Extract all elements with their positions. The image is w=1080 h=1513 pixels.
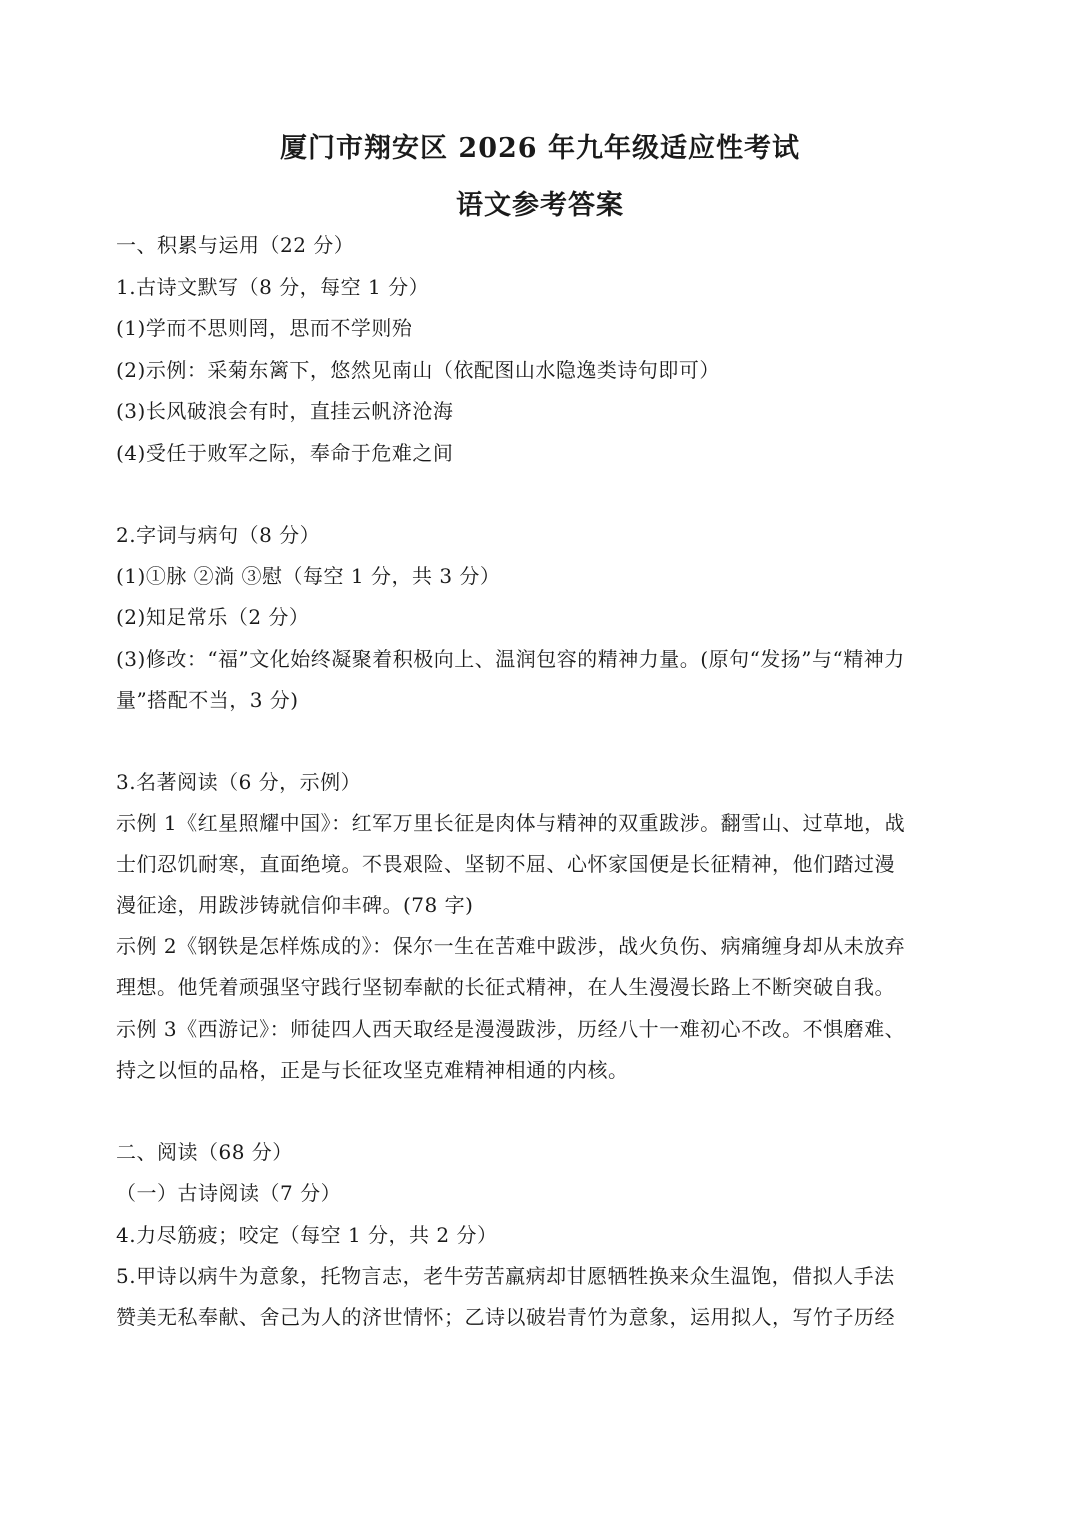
answer-line: 理想。他凭着顽强坚守践行坚韧奉献的长征式精神，在人生漫漫长路上不断突破自我。 <box>116 975 895 999</box>
question-heading: 2.字词与病句（8 分） <box>116 523 321 547</box>
question-heading: 1.古诗文默写（8 分，每空 1 分） <box>116 275 430 299</box>
answer-line: 量”搭配不当，3 分) <box>116 688 299 712</box>
answer-line: 持之以恒的品格，正是与长征攻坚克难精神相通的内核。 <box>116 1058 629 1082</box>
answer-line: (1)学而不思则罔，思而不学则殆 <box>116 316 413 340</box>
answer-line: (3)长风破浪会有时，直挂云帆济沧海 <box>116 399 454 423</box>
answer-line: 示例 3《西游记》：师徒四人西天取经是漫漫跋涉，历经八十一难初心不改。不惧磨难、 <box>116 1017 906 1041</box>
answer-line: 士们忍饥耐寒，直面绝境。不畏艰险、坚韧不屈、心怀家国便是长征精神，他们踏过漫 <box>116 852 895 876</box>
subsection-heading: （一）古诗阅读（7 分） <box>116 1181 342 1205</box>
answer-line: (2)示例：采菊东篱下，悠然见南山（依配图山水隐逸类诗句即可） <box>116 358 720 382</box>
answer-line: 5.甲诗以病牛为意象，托物言志，老牛劳苦羸病却甘愿牺牲换来众生温饱，借拟人手法 <box>116 1264 895 1288</box>
section-heading: 一、积累与运用（22 分） <box>116 233 355 257</box>
question-heading: 3.名著阅读（6 分，示例） <box>116 770 362 794</box>
answer-line: (3)修改：“福”文化始终凝聚着积极向上、温润包容的精神力量。(原句“发扬”与“精神力 <box>116 647 905 671</box>
answer-line: 漫征途，用跋涉铸就信仰丰碑。(78 字) <box>116 893 474 917</box>
answer-line: 4.力尽筋疲；咬定（每空 1 分，共 2 分） <box>116 1223 498 1247</box>
answer-line: (2)知足常乐（2 分） <box>116 605 310 629</box>
answer-line: (4)受任于败军之际，奉命于危难之间 <box>116 441 454 465</box>
section-heading: 二、阅读（68 分） <box>116 1140 293 1164</box>
answer-line: 赞美无私奉献、舍己为人的济世情怀；乙诗以破岩青竹为意象，运用拟人，写竹子历经 <box>116 1305 895 1329</box>
answer-line: 示例 2《钢铁是怎样炼成的》：保尔一生在苦难中跋涉，战火负伤、病痛缠身却从未放弃 <box>116 934 906 958</box>
document-subtitle: 语文参考答案 <box>456 190 624 221</box>
answer-line: (1)①脉 ②淌 ③慰（每空 1 分，共 3 分） <box>116 564 501 588</box>
document-title: 厦门市翔安区 2026 年九年级适应性考试 <box>280 133 800 164</box>
answer-line: 示例 1《红星照耀中国》：红军万里长征是肉体与精神的双重跋涉。翻雪山、过草地，战 <box>116 811 906 835</box>
